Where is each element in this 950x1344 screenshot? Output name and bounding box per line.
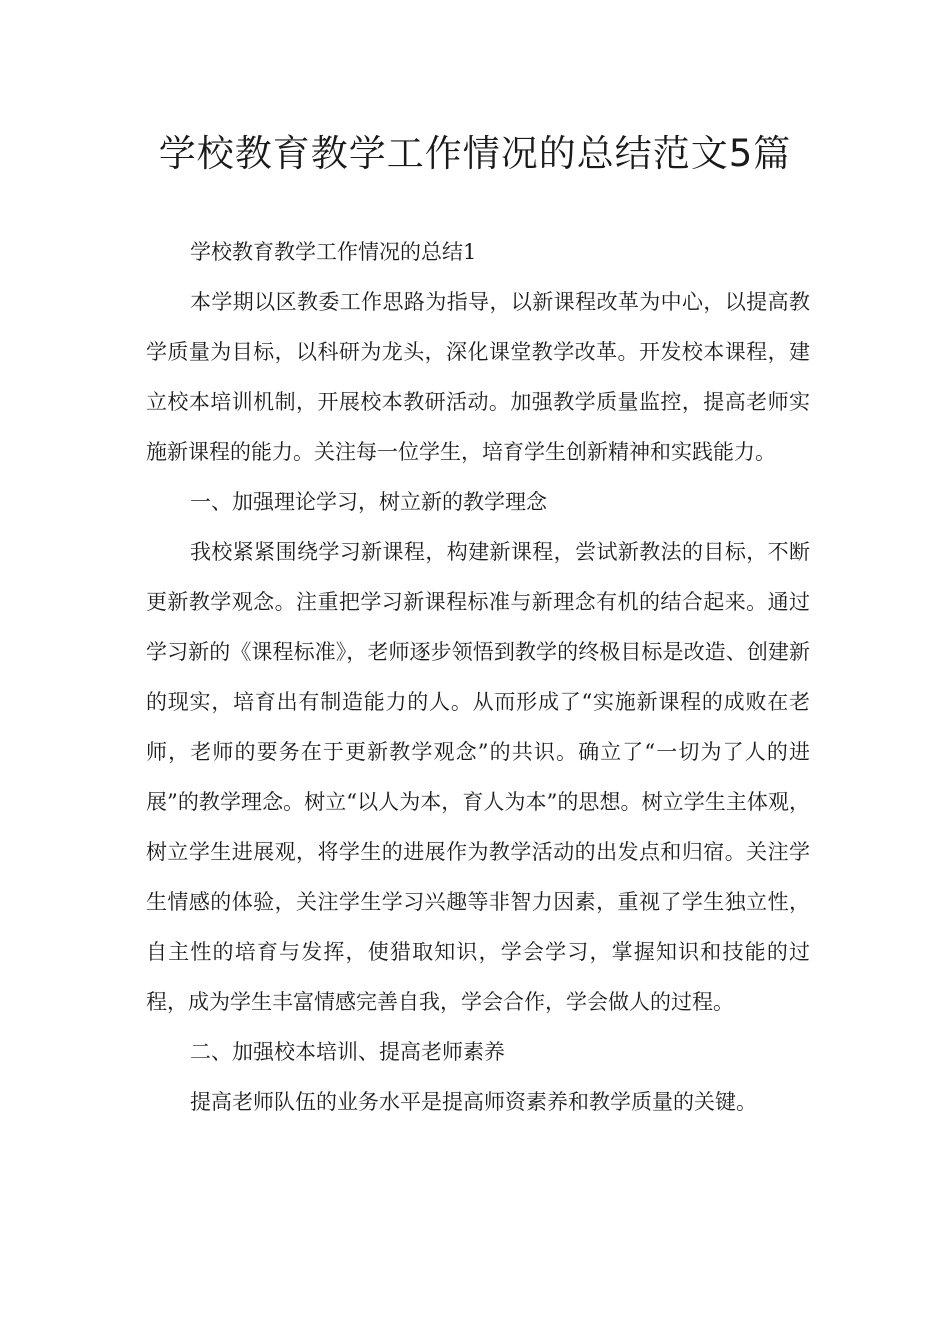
section-heading: 二、加强校本培训、提高老师素养 [190, 1040, 505, 1064]
body-paragraph: 我校紧紧围绕学习新课程，构建新课程，尝试新教法的目标，不断更新教学观念。注重把学习新课程标准与新理念有机的结合起来。通过学习新的《课程标准》，老师逐步领悟到教学的终极目标是改造、创建新的现实，培育出有制造能力的人。从而形成了“实施新课程的成败在老师，老师的要务在于更新教学观念”的共识。确立了“一切为了人的进展”的教学理念。树立“以人为本，育人为本”的思想。树立学生主体观，树立学生进展观，将学生的进展作为教学活动的出发点和归宿。关注学生情感的体验，关注学生学习兴趣等非智力因素，重视了学生独立性，自主性的培育与发挥，使猎取知识，学会学习，掌握知识和技能的过程，成为学生丰富情感完善自我，学会合作，学会做人的过程。 [146, 540, 810, 1014]
document-body [146, 227, 810, 1127]
body-paragraph: 本学期以区教委工作思路为指导，以新课程改革为中心，以提高教学质量为目标，以科研为龙头，深化课堂教学改革。开发校本课程，建立校本培训机制，开展校本教研活动。加强教学质量监控，提高老师实施新课程的能力。关注每一位学生，培育学生创新精神和实践能力。 [146, 290, 810, 464]
document-title: 学校教育教学工作情况的总结范文5篇 [158, 132, 792, 175]
section-heading: 一、加强理论学习，树立新的教学理念 [190, 490, 547, 514]
body-paragraph: 提高老师队伍的业务水平是提高师资素养和教学质量的关键。 [190, 1090, 757, 1114]
section-heading: 学校教育教学工作情况的总结1 [190, 240, 477, 264]
